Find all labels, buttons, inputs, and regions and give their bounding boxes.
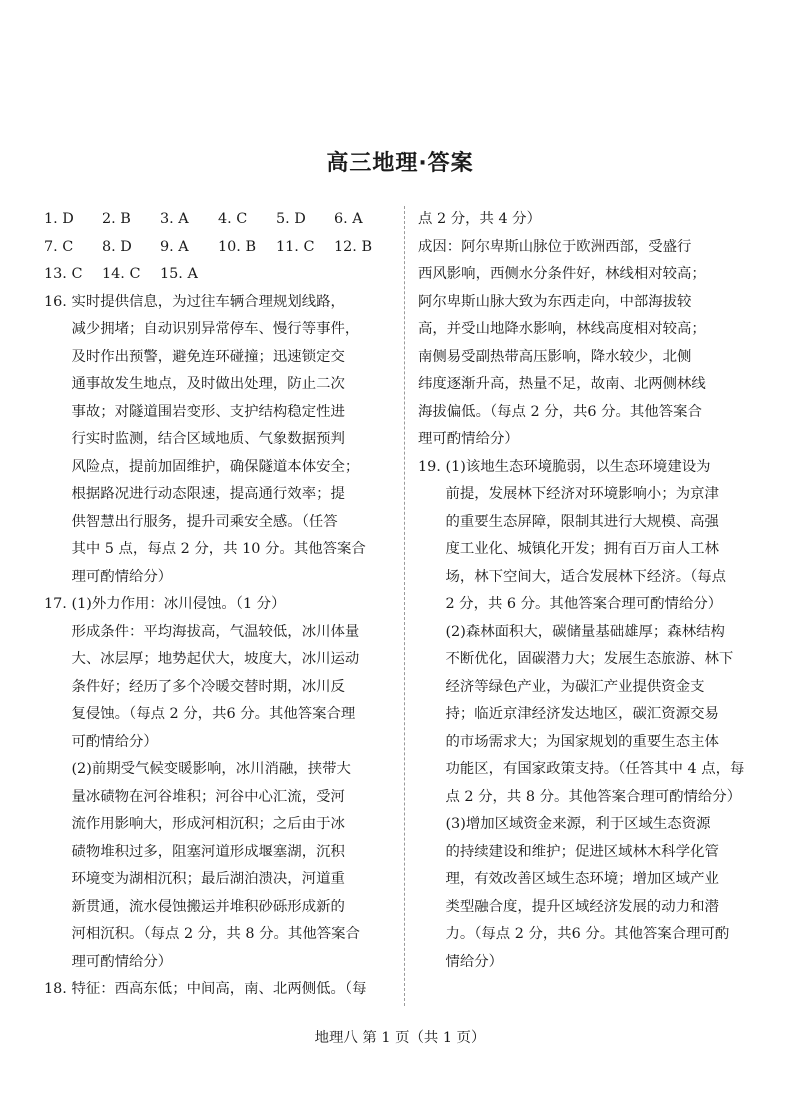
answer-line: 理可酌情给分） <box>44 568 173 585</box>
answer-line: 碛物堆积过多，阻塞河道形成堰塞湖，沉积 <box>44 843 345 860</box>
answer-line: 点 2 分，共 8 分。其他答案合理可酌情给分） <box>418 788 742 805</box>
answer-line: 西风影响，西侧水分条件好，林线相对较高； <box>418 266 706 282</box>
answer-line: 理可酌情给分） <box>44 953 173 970</box>
answer-line: 2 分，共 6 分。其他答案合理可酌情给分） <box>418 596 723 612</box>
answer-line: 力。（每点 2 分，共6 分。其他答案合理可酌 <box>418 926 730 942</box>
answer-line: 事故；对隧道围岩变形、支护结构稳定性进 <box>44 403 345 420</box>
column-divider <box>404 206 405 1006</box>
answer-line: 度工业化、城镇化开发；拥有百万亩人工林 <box>418 541 719 557</box>
mc-answer: 11. C <box>276 238 315 255</box>
mc-answer: 9. A <box>160 238 189 255</box>
page-title: 高三地理·答案 <box>326 151 474 176</box>
mc-answer: 12. B <box>334 238 373 255</box>
answer-line: (3)增加区域资金来源，利于区域生态资源 <box>418 816 711 832</box>
answer-line: (2)前期受气候变暖影响，冰川消融，挟带大 <box>44 761 351 777</box>
answer-line: 持；临近京津经济发达地区，碳汇资源交易 <box>418 706 719 722</box>
answer-line: 根据路况进行动态限速，提高通行效率；提 <box>44 486 345 502</box>
answer-line: 阿尔卑斯山脉大致为东西走向，中部海拔较 <box>418 293 692 310</box>
multiple-choice-answers <box>44 206 396 289</box>
mc-answer-row <box>44 261 396 289</box>
answer-line: 情给分） <box>418 953 504 970</box>
answer-line: 风险点，提前加固维护，确保隧道本体安全； <box>44 458 360 475</box>
answer-line: 及时作出预警，避免连环碰撞；迅速锁定交 <box>44 348 345 365</box>
mc-answer-row <box>44 234 396 262</box>
answer-line: 前提，发展林下经济对环境影响小；为京津 <box>418 486 719 502</box>
answer-line: 大、冰层厚；地势起伏大，坡度大，冰川运动 <box>44 651 360 667</box>
answer-line: 供智慧出行服务，提升司乘安全感。（任答 <box>44 513 338 530</box>
mc-answer: 2. B <box>102 211 131 227</box>
mc-answer: 4. C <box>218 211 248 227</box>
page-footer: 地理八 第 1 页（共 1 页） <box>314 1030 486 1046</box>
answer-line: 其中 5 点，每点 2 分，共 10 分。其他答案合 <box>44 541 366 557</box>
answer-line: 的持续建设和维护；促进区域林木科学化管 <box>418 843 719 860</box>
mc-answer: 7. C <box>44 238 74 255</box>
answer-line: 复侵蚀。（每点 2 分，共6 分。其他答案合理 <box>44 706 356 722</box>
mc-answer: 6. A <box>334 211 363 227</box>
mc-answer: 15. A <box>160 266 198 282</box>
answer-line: 新贯通，流水侵蚀搬运并堆积砂砾形成新的 <box>44 898 345 915</box>
mc-answer: 14. C <box>102 266 141 282</box>
right-answer-text <box>418 206 762 976</box>
answer-line: 经济等绿色产业，为碳汇产业提供资金支 <box>418 678 705 695</box>
answer-line: 17. (1)外力作用：冰川侵蚀。（1 分） <box>44 596 286 612</box>
answer-line: 河相沉积。（每点 2 分，共 8 分。其他答案合 <box>44 926 360 942</box>
mc-answer: 5. D <box>276 211 306 227</box>
answer-line: (2)森林面积大，碳储量基础雄厚；森林结构 <box>418 623 725 640</box>
left-column <box>44 206 396 1004</box>
answer-line: 19. (1)该地生态环境脆弱，以生态环境建设为 <box>418 458 711 475</box>
mc-answer: 13. C <box>44 266 83 282</box>
answer-line: 海拔偏低。（每点 2 分，共6 分。其他答案合 <box>418 403 702 420</box>
answer-line: 行实时监测，结合区域地质、气象数据预判 <box>44 431 345 447</box>
answer-line: 纬度逐渐升高，热量不足，故南、北两侧林线 <box>418 376 706 392</box>
mc-answer: 10. B <box>218 238 257 255</box>
right-column <box>418 206 762 976</box>
answer-line: 成因：阿尔卑斯山脉位于欧洲西部，受盛行 <box>418 238 692 255</box>
mc-answer: 1. D <box>44 211 74 227</box>
left-answer-text <box>44 289 396 1004</box>
answer-line: 功能区，有国家政策支持。（任答其中 4 点，每 <box>418 761 745 777</box>
answer-line: 点 2 分，共 4 分） <box>418 211 541 227</box>
answer-line: 流作用影响大，形成河相沉积；之后由于冰 <box>44 816 345 832</box>
answer-line: 的市场需求大；为国家规划的重要生态主体 <box>418 733 719 750</box>
mc-answer: 3. A <box>160 211 189 227</box>
answer-line: 量冰碛物在河谷堆积；河谷中心汇流，受河 <box>44 788 345 805</box>
answer-line: 不断优化，固碳潜力大；发展生态旅游、林下 <box>418 651 734 667</box>
mc-answer-row <box>44 206 396 234</box>
answer-line: 高，并受山地降水影响，林线高度相对较高； <box>418 321 706 337</box>
answer-line: 可酌情给分） <box>44 733 158 750</box>
answer-line: 类型融合度，提升区域经济发展的动力和潜 <box>418 898 719 915</box>
answer-line: 场，林下空间大，适合发展林下经济。（每点 <box>418 568 727 585</box>
answer-line: 理可酌情给分） <box>418 431 519 447</box>
answer-line: 的重要生态屏障，限制其进行大规模、高强 <box>418 513 719 530</box>
answer-line: 16. 实时提供信息，为过往车辆合理规划线路， <box>44 293 345 310</box>
answer-line: 南侧易受副热带高压影响，降水较少，北侧 <box>418 348 692 365</box>
answer-line: 理，有效改善区域生态环境；增加区域产业 <box>418 871 719 887</box>
answer-line: 环境变为湖相沉积；最后湖泊溃决，河道重 <box>44 871 345 887</box>
answer-line: 18. 特征：西高东低；中间高，南、北两侧低。（每 <box>44 981 367 997</box>
mc-answer: 8. D <box>102 238 132 255</box>
answer-line: 条件好；经历了多个冷暖交替时期，冰川反 <box>44 678 345 695</box>
answer-line: 形成条件：平均海拔高，气温较低，冰川体量 <box>44 623 360 640</box>
answer-line: 通事故发生地点，及时做出处理，防止二次 <box>44 376 345 392</box>
answer-line: 减少拥堵；自动识别异常停车、慢行等事件， <box>44 321 360 337</box>
